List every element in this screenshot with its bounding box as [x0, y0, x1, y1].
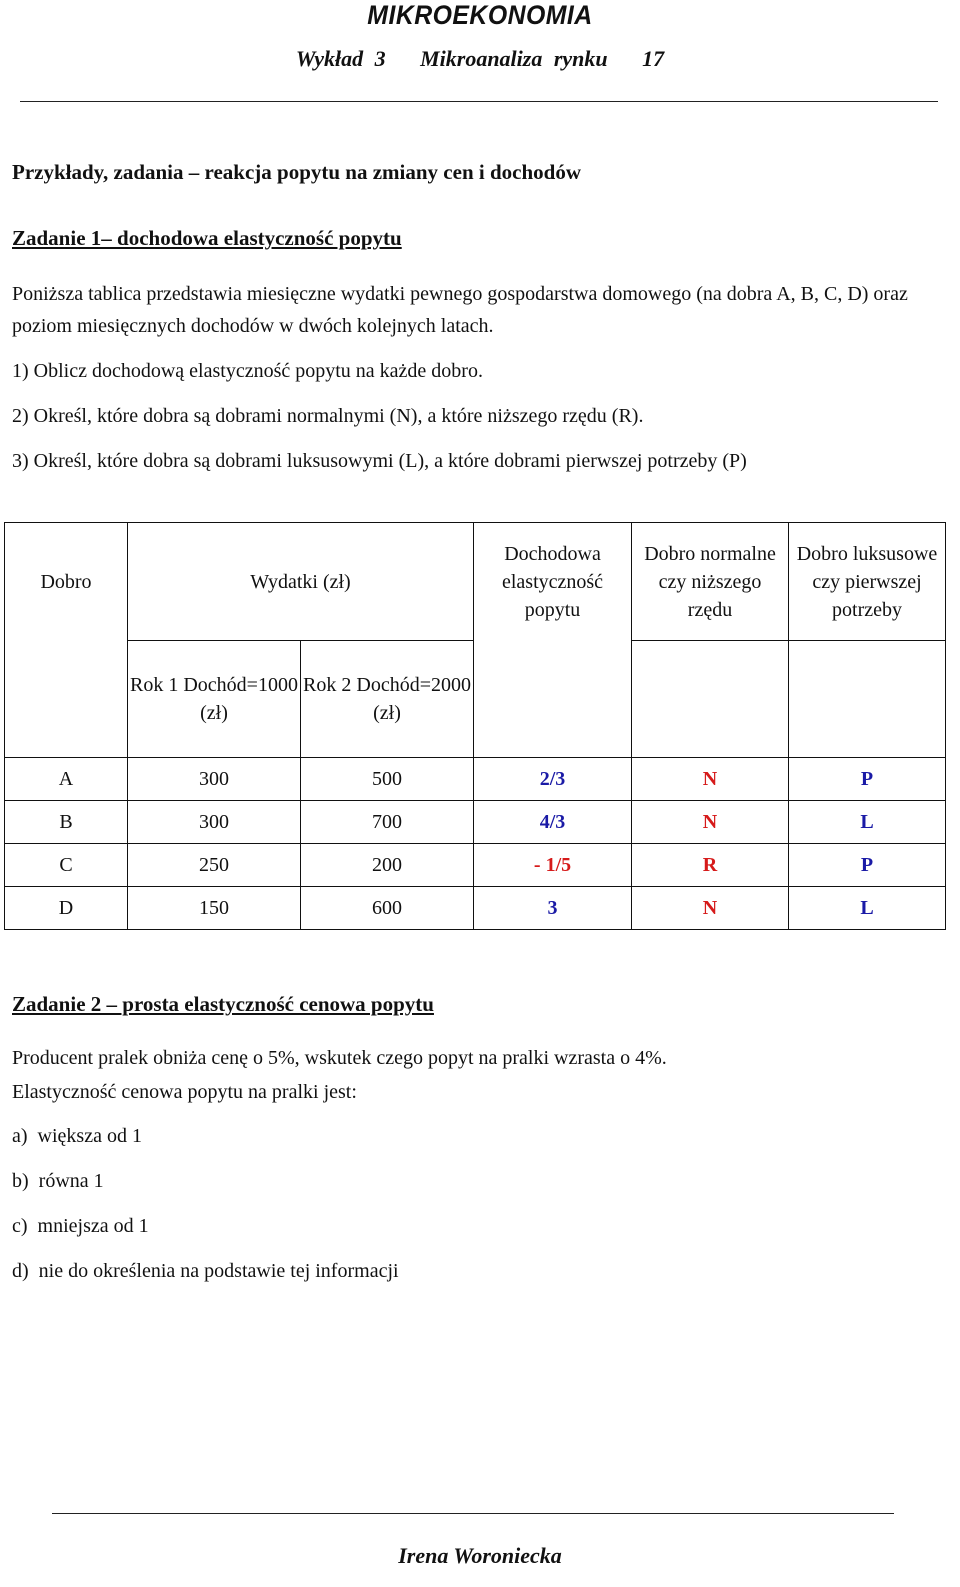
section-title: Przykłady, zadania – reakcja popytu na zmiany cen i dochodów — [12, 160, 581, 184]
subheader-year2: Rok 2 Dochód=2000 (zł) — [301, 641, 474, 758]
cell-good: D — [5, 887, 128, 930]
table-row — [5, 844, 946, 887]
task2-line2: Elastyczność cenowa popytu na pralki jest: — [12, 1081, 357, 1103]
cell-year2: 200 — [301, 844, 474, 887]
cell-luxury: P — [789, 758, 946, 801]
cell-elasticity: 3 — [474, 887, 632, 930]
cell-year1: 300 — [128, 758, 301, 801]
task2-option-b — [12, 1170, 104, 1193]
header-brand: MIKROEKONOMIA — [367, 0, 593, 30]
task1-step-3: 3) Określ, które dobra są dobrami luksusowymi (L), a które dobrami pierwszej potrzeby (P) — [12, 450, 747, 472]
task1-step-1: 1) Oblicz dochodową elastyczność popytu na każde dobro. — [12, 360, 483, 382]
header-elasticity: Dochodowa elastyczność popytu — [474, 523, 632, 641]
cell-good: A — [5, 758, 128, 801]
table-row — [5, 801, 946, 844]
cell-luxury: P — [789, 844, 946, 887]
subheader-empty-good — [5, 641, 128, 758]
table-row — [5, 758, 946, 801]
cell-year1: 250 — [128, 844, 301, 887]
cell-year2: 500 — [301, 758, 474, 801]
header-luxury: Dobro luksusowe czy pierwszej potrzeby — [789, 523, 946, 641]
task1-intro: Poniższa tablica przedstawia miesięczne wydatki pewnego gospodarstwa domowego (na dobra A, B, C, D) oraz poziom miesięcznych dochodów w dwóch kolejnych latach. — [12, 283, 908, 337]
header-normal: Dobro normalne czy niższego rzędu — [632, 523, 789, 641]
option-letter: a) — [12, 1125, 28, 1147]
footer-author: Irena Woroniecka — [398, 1543, 562, 1568]
table-header-row — [5, 523, 946, 641]
task2-line1: Producent pralek obniża cenę o 5%, wskutek czego popyt na pralki wzrasta o 4%. — [12, 1047, 667, 1069]
table-subheader-row — [5, 641, 946, 758]
cell-year1: 150 — [128, 887, 301, 930]
cell-luxury: L — [789, 801, 946, 844]
task1-step-2: 2) Określ, które dobra są dobrami normalnymi (N), a które niższego rzędu (R). — [12, 405, 644, 427]
cell-elasticity: 4/3 — [474, 801, 632, 844]
task2-option-c — [12, 1215, 149, 1238]
cell-year1: 300 — [128, 801, 301, 844]
cell-normal: R — [632, 844, 789, 887]
option-letter: b) — [12, 1170, 29, 1192]
option-letter: c) — [12, 1215, 28, 1237]
option-text: nie do określenia na podstawie tej informacji — [38, 1260, 399, 1282]
subheader-empty-normal — [632, 641, 789, 758]
cell-good: B — [5, 801, 128, 844]
option-text: większa od 1 — [37, 1125, 142, 1147]
subheader-year1: Rok 1 Dochód=1000 (zł) — [128, 641, 301, 758]
subheader-empty-luxury — [789, 641, 946, 758]
task2-option-a — [12, 1125, 142, 1148]
header-divider — [20, 101, 938, 102]
header-lecture-title: Wykład 3 Mikroanaliza rynku 17 — [295, 46, 665, 71]
subheader-empty-elasticity — [474, 641, 632, 758]
option-letter: d) — [12, 1260, 29, 1282]
option-text: równa 1 — [38, 1170, 104, 1192]
header-expenses: Wydatki (zł) — [128, 523, 474, 641]
task2-title: Zadanie 2 – prosta elastyczność cenowa popytu — [12, 992, 434, 1016]
cell-normal: N — [632, 887, 789, 930]
cell-good: C — [5, 844, 128, 887]
cell-normal: N — [632, 758, 789, 801]
option-text: mniejsza od 1 — [37, 1215, 149, 1237]
cell-luxury: L — [789, 887, 946, 930]
table-row — [5, 887, 946, 930]
cell-year2: 700 — [301, 801, 474, 844]
income-elasticity-table — [4, 522, 946, 930]
header-good: Dobro — [5, 523, 128, 641]
cell-elasticity: - 1/5 — [474, 844, 632, 887]
footer-divider — [52, 1513, 894, 1514]
task2-option-d — [12, 1260, 399, 1283]
cell-year2: 600 — [301, 887, 474, 930]
task1-title: Zadanie 1– dochodowa elastyczność popytu — [12, 226, 402, 250]
cell-elasticity: 2/3 — [474, 758, 632, 801]
cell-normal: N — [632, 801, 789, 844]
